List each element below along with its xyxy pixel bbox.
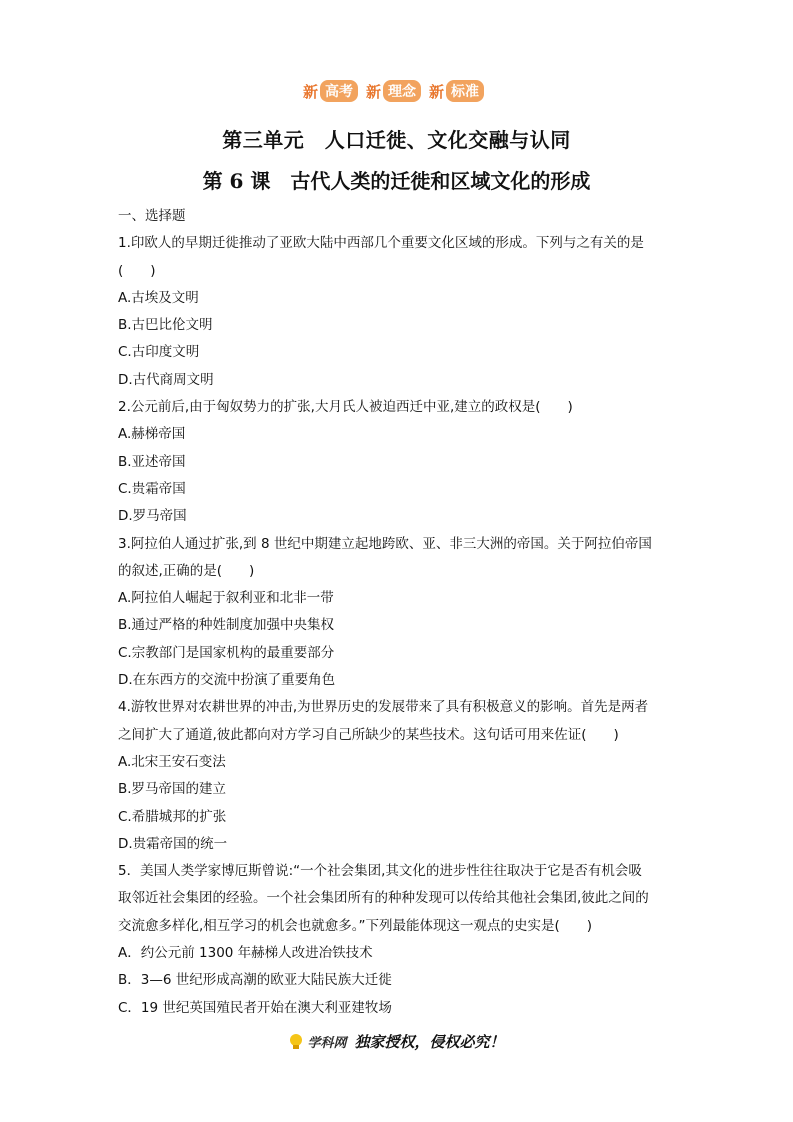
header-xin-1: 新 [302, 82, 318, 101]
unit-title: 第三单元 人口迁徙、文化交融与认同 [222, 128, 571, 152]
question-stem: ( ) [118, 262, 156, 279]
footer [0, 1031, 793, 1052]
option: A.古埃及文明 [118, 289, 199, 306]
header-pill-1: 高考 [320, 80, 358, 102]
option: C.贵霜帝国 [118, 480, 186, 497]
header-xin-3: 新 [429, 82, 445, 101]
option: A.阿拉伯人崛起于叙利亚和北非一带 [118, 590, 334, 607]
option: B.亚述帝国 [118, 453, 186, 470]
option: A．约公元前 1300 年赫梯人改进冶铁技术 [118, 945, 373, 962]
question-content [118, 203, 680, 1022]
option: D.罗马帝国 [118, 508, 187, 525]
option: A.赫梯帝国 [118, 426, 186, 443]
option: B.古巴比伦文明 [118, 317, 213, 334]
option: C．19 世纪英国殖民者开始在澳大利亚建牧场 [118, 999, 392, 1016]
footer-logo-text: 学科网 [307, 1036, 347, 1051]
option: D.在东西方的交流中扮演了重要角色 [118, 672, 336, 689]
question-stem: 取邻近社会集团的经验。一个社会集团所有的种种发现可以传给其他社会集团,彼此之间的 [118, 890, 649, 907]
header-pill-2: 理念 [383, 80, 421, 102]
header-pill-3: 标准 [446, 80, 484, 102]
option: C.希腊城邦的扩张 [118, 808, 227, 825]
option: D.贵霜帝国的统一 [118, 835, 228, 852]
question-stem: 3.阿拉伯人通过扩张,到 8 世纪中期建立起地跨欧、亚、非三大洲的帝国。关于阿拉伯帝国 [118, 535, 652, 552]
lightbulb-icon [288, 1033, 304, 1051]
question-stem: 5．美国人类学家博厄斯曾说:“一个社会集团,其文化的进步性往往取决于它是否有机会吸 [118, 863, 642, 880]
option: B.通过严格的种姓制度加强中央集权 [118, 617, 335, 634]
option: D.古代商周文明 [118, 371, 214, 388]
question-3 [118, 531, 680, 695]
footer-logo [288, 1032, 346, 1051]
question-5 [118, 858, 680, 1022]
section-label: 一、选择题 [118, 208, 186, 224]
option: B.罗马帝国的建立 [118, 781, 227, 798]
option: C.宗教部门是国家机构的最重要部分 [118, 644, 335, 661]
question-stem: 1.印欧人的早期迁徙推动了亚欧大陆中西部几个重要文化区域的形成。下列与之有关的是 [118, 235, 644, 252]
header-logo [0, 80, 793, 102]
question-stem: 交流愈多样化,相互学习的机会也就愈多。”下列最能体现这一观点的史实是( ) [118, 917, 593, 934]
question-stem: 的叙述,正确的是( ) [118, 562, 255, 579]
question-4 [118, 694, 680, 858]
footer-notice: 独家授权，侵权必究！ [354, 1033, 505, 1051]
question-stem: 4.游牧世界对农耕世界的冲击,为世界历史的发展带来了具有积极意义的影响。首先是两者 [118, 699, 649, 716]
option: B．3—6 世纪形成高潮的欧亚大陆民族大迁徙 [118, 972, 392, 989]
question-stem: 之间扩大了通道,彼此都向对方学习自己所缺少的某些技术。这句话可用来佐证( ) [118, 726, 619, 743]
option: C.古印度文明 [118, 344, 200, 361]
question-2 [118, 394, 680, 530]
option: A.北宋王安石变法 [118, 753, 226, 770]
header-xin-2: 新 [365, 82, 381, 101]
lesson-title: 第 6 课 古代人类的迁徙和区域文化的形成 [202, 169, 591, 193]
question-stem: 2.公元前后,由于匈奴势力的扩张,大月氏人被迫西迁中亚,建立的政权是( ) [118, 399, 573, 416]
question-1 [118, 230, 680, 394]
